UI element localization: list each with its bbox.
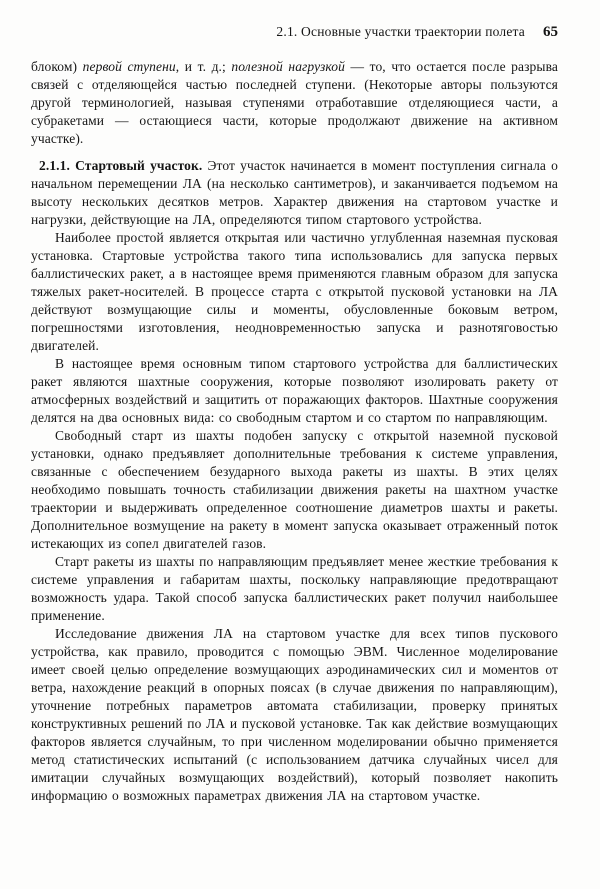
text-run: Этот участок начинается в момент поступления сигнала о начальном перемещении ЛА (на несколько сантиметров), и заканчивается подъемом на высоту нескольких десятков метров. Характер движения на стартовом участке и нагрузки, действующие на ЛА, определяются типом стартового устройства.: [31, 158, 558, 227]
page-body: [31, 58, 558, 805]
body-paragraph: [31, 427, 558, 553]
text-run: блоком): [31, 59, 83, 74]
section-heading-2-1-1: 2.1.1. Стартовый участок.: [39, 158, 203, 173]
text-run: Старт ракеты из шахты по направляющим предъявляет менее жесткие требования к системе управления и габаритам шахты, поскольку направляющие предотвращают возможность удара. Такой способ запуска баллистических ракет получил наибольшее применение.: [31, 554, 558, 623]
text-run: — то, что остается после разрыва связей с отделяющейся частью последней ступени. (Некоторые авторы пользуются другой терминологией, называя ступенями отработавшие отделяющиеся части, а субракетами — остающиеся части, которые продолжают движение на активном участке).: [31, 59, 558, 146]
section-2-1-1-paragraph: [31, 157, 558, 229]
italic-term-payload: полезной нагрузкой: [231, 59, 345, 74]
running-title: 2.1. Основные участки траектории полета: [276, 24, 525, 39]
text-run: В настоящее время основным типом стартового устройства для баллистических ракет являются шахтные сооружения, которые позволяют изолировать ракету от атмосферных воздействий и защитить от поражающих факторов. Шахтные сооружения делятся на два основных вида: со свободным стартом и со стартом по направляющим.: [31, 356, 558, 425]
body-paragraph: [31, 553, 558, 625]
paragraph-continuation: [31, 58, 558, 148]
text-run: Свободный старт из шахты подобен запуску с открытой наземной пусковой установки, однако предъявляет дополнительные требования к системе управления, связанные с обеспечением безударного выхода ракеты из шахты. В этих целях необходимо повышать точность стабилизации движения ракеты на шахтном участке траектории и выдерживать определенное соотношение диаметров шахты и ракеты. Дополнительное возмущение на ракету в момент запуска оказывает отраженный поток истекающих из сопел двигателей газов.: [31, 428, 558, 551]
italic-term-first-stage: первой ступени: [82, 59, 176, 74]
body-paragraph: [31, 625, 558, 805]
body-paragraph: [31, 355, 558, 427]
running-header: [31, 24, 558, 40]
text-run: Исследование движения ЛА на стартовом участке для всех типов пускового устройства, как правило, проводится с помощью ЭВМ. Численное моделирование имеет своей целью определение возмущающих аэродинамических сил и моментов от ветра, нахождение реакций в опорных поясах (в случае движения по направляющим), уточнение потребных параметров автомата стабилизации, проверку принятых конструктивных решений по ЛА и пусковой установке. Так как действие возмущающих факторов является случайным, то при численном моделировании обычно применяется метод статистических испытаний (с использованием датчика случайных чисел для имитации случайных возмущающих воздействий), который позволяет накопить информацию о возможных параметрах движения ЛА на стартовом участке.: [31, 626, 558, 803]
text-run: , и т. д.;: [175, 59, 232, 74]
text-run: Наиболее простой является открытая или частично углубленная наземная пусковая установка. Стартовые устройства такого типа использовались для запуска первых баллистических ракет, а в настоящее время применяются главным образом для запуска тяжелых ракет-носителей. В процессе старта с открытой пусковой установки на ЛА действуют возмущающие силы и моменты, обусловленные боковым ветром, погрешностями изготовления, неодновременностью запуска и разнотяговостью двигателей.: [31, 230, 558, 353]
body-paragraph: [31, 229, 558, 355]
page-number: 65: [543, 24, 558, 40]
